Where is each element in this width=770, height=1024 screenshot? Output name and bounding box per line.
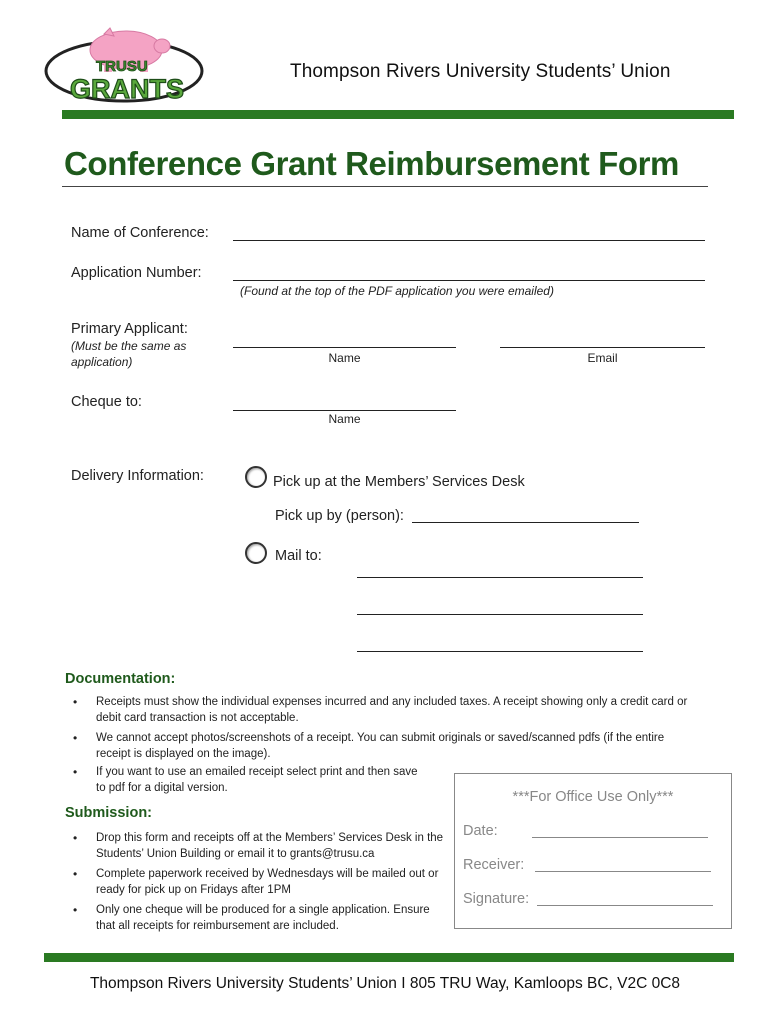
- primary-name-caption: Name: [328, 351, 361, 365]
- conference-label: Name of Conference:: [71, 225, 209, 241]
- cheque-name-field[interactable]: [233, 410, 456, 411]
- office-date-label: Date:: [463, 823, 498, 839]
- documentation-list: [65, 695, 695, 767]
- mail-radio[interactable]: [245, 542, 267, 564]
- trusu-grants-logo: [44, 26, 209, 106]
- office-receiver-field[interactable]: [535, 871, 711, 872]
- title-rule: [62, 186, 708, 187]
- cheque-name-caption: Name: [328, 412, 361, 426]
- application-number-field[interactable]: [233, 280, 705, 281]
- office-use-heading: ***For Office Use Only***: [512, 789, 674, 805]
- footer-divider: [44, 953, 734, 962]
- piggy-bank-icon: [44, 26, 209, 106]
- footer-address: Thompson Rivers University Students’ Union I 805 TRU Way, Kamloops BC, V2C 0C8: [89, 975, 681, 992]
- application-number-label: Application Number:: [71, 265, 202, 281]
- documentation-list-continued: [65, 765, 425, 801]
- primary-name-field[interactable]: [233, 347, 456, 348]
- pickup-radio[interactable]: [245, 466, 267, 488]
- office-signature-field[interactable]: [537, 905, 713, 906]
- application-number-note: (Found at the top of the PDF application you were emailed): [240, 284, 554, 298]
- list-item: • Drop this form and receipts off at the Members’ Services Desk in the Students’ Union Building or email it to grants@trusu.ca: [65, 831, 445, 862]
- organization-name: Thompson Rivers University Students’ Union: [290, 61, 671, 82]
- list-item: • Only one cheque will be produced for a single application. Ensure that all receipts for reimbursement are included.: [65, 903, 445, 934]
- mail-address-line-2[interactable]: [357, 614, 643, 615]
- office-receiver-label: Receiver:: [463, 857, 525, 873]
- pickup-by-label: Pick up by (person):: [275, 508, 404, 524]
- list-item: • Complete paperwork received by Wednesdays will be mailed out or ready for pick up on Fridays after 1PM: [65, 867, 445, 898]
- delivery-label: Delivery Information:: [71, 468, 204, 484]
- logo-text-bottom: GRANTS: [70, 74, 184, 104]
- form-title: Conference Grant Reimbursement Form: [64, 145, 679, 182]
- primary-applicant-note: (Must be the same as application): [71, 339, 187, 369]
- list-item: • If you want to use an emailed receipt select print and then save to pdf for a digital version.: [65, 765, 425, 796]
- documentation-heading: Documentation:: [65, 671, 176, 687]
- header-divider: [62, 110, 734, 119]
- mail-address-line-1[interactable]: [357, 577, 643, 578]
- conference-field[interactable]: [233, 240, 705, 241]
- mail-option-label: Mail to:: [275, 548, 322, 564]
- submission-list: [65, 831, 445, 939]
- pickup-by-field[interactable]: [412, 522, 639, 523]
- office-date-field[interactable]: [532, 837, 708, 838]
- office-signature-label: Signature:: [463, 891, 530, 907]
- primary-email-caption: Email: [587, 351, 618, 365]
- primary-applicant-label: Primary Applicant:: [71, 321, 188, 337]
- pickup-option-label: Pick up at the Members’ Services Desk: [273, 474, 525, 490]
- office-use-box: [454, 773, 732, 929]
- cheque-label: Cheque to:: [71, 394, 142, 410]
- mail-address-line-3[interactable]: [357, 651, 643, 652]
- list-item: • Receipts must show the individual expenses incurred and any included taxes. A receipt showing only a credit card or debit card transaction is not acceptable.: [65, 695, 695, 726]
- submission-heading: Submission:: [65, 805, 153, 821]
- list-item: • We cannot accept photos/screenshots of a receipt. You can submit originals or saved/scanned pdfs (if the entire receipt is displayed on the image).: [65, 731, 695, 762]
- logo-text-top: TRUSU: [96, 58, 148, 75]
- primary-email-field[interactable]: [500, 347, 705, 348]
